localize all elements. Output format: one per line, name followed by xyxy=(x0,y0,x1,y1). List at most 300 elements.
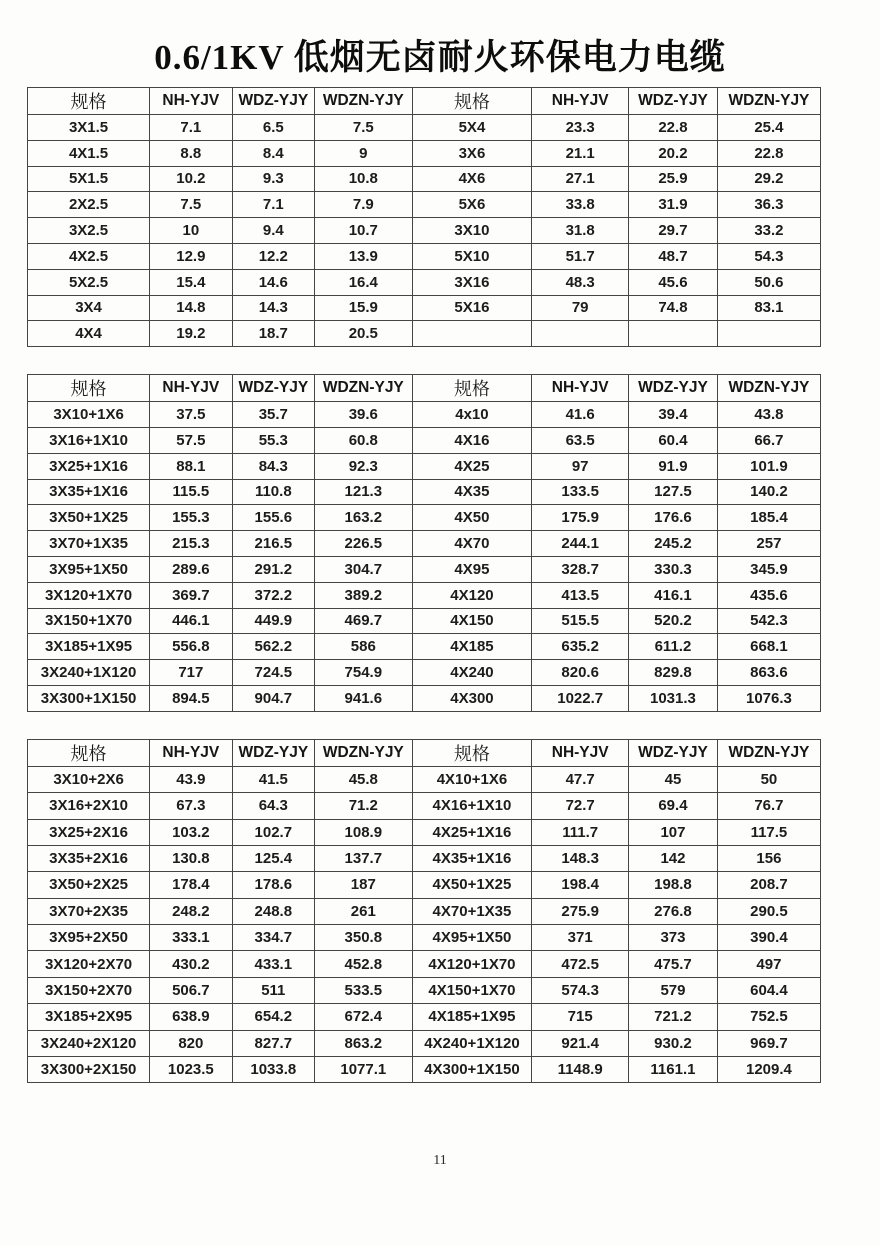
value-cell: 752.5 xyxy=(717,1004,820,1030)
value-cell: 23.3 xyxy=(532,115,629,141)
spec-cell: 3X300+2X150 xyxy=(28,1057,150,1083)
value-cell: 33.8 xyxy=(532,192,629,218)
value-cell: 133.5 xyxy=(532,479,629,505)
spec-cell: 4X95 xyxy=(412,556,532,582)
value-cell: 10.7 xyxy=(315,218,413,244)
table-row xyxy=(28,819,821,845)
value-cell: 511 xyxy=(232,977,314,1003)
value-cell: 163.2 xyxy=(315,505,413,531)
value-cell: 8.4 xyxy=(232,140,314,166)
value-cell: 390.4 xyxy=(717,925,820,951)
value-cell: 350.8 xyxy=(315,925,413,951)
value-cell: 41.6 xyxy=(532,402,629,428)
value-cell: 654.2 xyxy=(232,1004,314,1030)
value-cell: 108.9 xyxy=(315,819,413,845)
value-cell: 1023.5 xyxy=(150,1057,232,1083)
value-cell: 31.9 xyxy=(629,192,718,218)
value-cell: 715 xyxy=(532,1004,629,1030)
spec-column-header: 规格 xyxy=(412,88,532,115)
spec-cell: 5X10 xyxy=(412,243,532,269)
value-cell: 611.2 xyxy=(629,634,718,660)
value-cell: 724.5 xyxy=(232,660,314,686)
value-cell: 50 xyxy=(717,766,820,792)
model-column-header: NH-YJV xyxy=(532,375,629,402)
value-cell: 148.3 xyxy=(532,845,629,871)
table-row xyxy=(28,1004,821,1030)
value-cell: 291.2 xyxy=(232,556,314,582)
table-row xyxy=(28,321,821,347)
value-cell: 435.6 xyxy=(717,582,820,608)
value-cell: 97 xyxy=(532,453,629,479)
value-cell: 1031.3 xyxy=(629,685,718,711)
model-column-header: NH-YJV xyxy=(150,739,232,766)
value-cell: 67.3 xyxy=(150,793,232,819)
table-row xyxy=(28,531,821,557)
spec-cell: 5X2.5 xyxy=(28,269,150,295)
value-cell: 29.7 xyxy=(629,218,718,244)
value-cell: 25.9 xyxy=(629,166,718,192)
value-cell: 45.6 xyxy=(629,269,718,295)
value-cell: 31.8 xyxy=(532,218,629,244)
cable-spec-table-3 xyxy=(27,739,821,1084)
value-cell: 416.1 xyxy=(629,582,718,608)
value-cell: 63.5 xyxy=(532,427,629,453)
value-cell: 208.7 xyxy=(717,872,820,898)
value-cell: 125.4 xyxy=(232,845,314,871)
value-cell: 142 xyxy=(629,845,718,871)
value-cell: 155.6 xyxy=(232,505,314,531)
value-cell: 43.9 xyxy=(150,766,232,792)
value-cell: 863.6 xyxy=(717,660,820,686)
spec-cell: 3X120+1X70 xyxy=(28,582,150,608)
value-cell: 542.3 xyxy=(717,608,820,634)
value-cell: 127.5 xyxy=(629,479,718,505)
spec-cell: 3X70+1X35 xyxy=(28,531,150,557)
spec-cell: 3X185+2X95 xyxy=(28,1004,150,1030)
value-cell: 574.3 xyxy=(532,977,629,1003)
value-cell: 21.1 xyxy=(532,140,629,166)
value-cell: 215.3 xyxy=(150,531,232,557)
value-cell: 1148.9 xyxy=(532,1057,629,1083)
spec-cell: 3X95+2X50 xyxy=(28,925,150,951)
spec-column-header: 规格 xyxy=(412,739,532,766)
value-cell: 469.7 xyxy=(315,608,413,634)
spec-cell: 4X300 xyxy=(412,685,532,711)
spec-cell: 5X4 xyxy=(412,115,532,141)
spec-cell: 3X16+1X10 xyxy=(28,427,150,453)
table-row xyxy=(28,898,821,924)
table-row xyxy=(28,243,821,269)
value-cell: 6.5 xyxy=(232,115,314,141)
value-cell: 14.6 xyxy=(232,269,314,295)
value-cell: 137.7 xyxy=(315,845,413,871)
value-cell: 275.9 xyxy=(532,898,629,924)
value-cell: 178.4 xyxy=(150,872,232,898)
value-cell: 155.3 xyxy=(150,505,232,531)
table-row xyxy=(28,505,821,531)
value-cell: 9.4 xyxy=(232,218,314,244)
spec-cell: 3X10 xyxy=(412,218,532,244)
value-cell: 7.1 xyxy=(150,115,232,141)
value-cell: 533.5 xyxy=(315,977,413,1003)
value-cell: 36.3 xyxy=(717,192,820,218)
value-cell: 88.1 xyxy=(150,453,232,479)
value-cell: 635.2 xyxy=(532,634,629,660)
spec-cell: 4x10 xyxy=(412,402,532,428)
value-cell: 178.6 xyxy=(232,872,314,898)
spec-cell xyxy=(412,321,532,347)
cable-spec-table-1 xyxy=(27,87,821,347)
value-cell: 369.7 xyxy=(150,582,232,608)
value-cell: 556.8 xyxy=(150,634,232,660)
value-cell: 27.1 xyxy=(532,166,629,192)
value-cell: 472.5 xyxy=(532,951,629,977)
value-cell: 84.3 xyxy=(232,453,314,479)
model-column-header: WDZ-YJY xyxy=(629,88,718,115)
spec-cell: 4X185+1X95 xyxy=(412,1004,532,1030)
spec-cell: 4X300+1X150 xyxy=(412,1057,532,1083)
table-row xyxy=(28,1030,821,1056)
value-cell: 1209.4 xyxy=(717,1057,820,1083)
value-cell: 198.8 xyxy=(629,872,718,898)
model-column-header: NH-YJV xyxy=(532,88,629,115)
spec-cell: 3X10+1X6 xyxy=(28,402,150,428)
spec-cell: 4X35 xyxy=(412,479,532,505)
spec-cell: 4X240 xyxy=(412,660,532,686)
header-row xyxy=(28,375,821,402)
value-cell: 15.4 xyxy=(150,269,232,295)
table-row xyxy=(28,977,821,1003)
value-cell: 330.3 xyxy=(629,556,718,582)
value-cell: 60.4 xyxy=(629,427,718,453)
spec-cell: 4X1.5 xyxy=(28,140,150,166)
value-cell: 187 xyxy=(315,872,413,898)
value-cell: 45 xyxy=(629,766,718,792)
value-cell: 111.7 xyxy=(532,819,629,845)
table-row xyxy=(28,453,821,479)
spec-cell: 4X150 xyxy=(412,608,532,634)
value-cell: 12.9 xyxy=(150,243,232,269)
table-row xyxy=(28,1057,821,1083)
spec-cell: 3X16+2X10 xyxy=(28,793,150,819)
value-cell: 921.4 xyxy=(532,1030,629,1056)
value-cell: 586 xyxy=(315,634,413,660)
value-cell xyxy=(717,321,820,347)
value-cell: 14.8 xyxy=(150,295,232,321)
value-cell: 10 xyxy=(150,218,232,244)
spec-cell: 3X25+1X16 xyxy=(28,453,150,479)
value-cell: 289.6 xyxy=(150,556,232,582)
value-cell: 91.9 xyxy=(629,453,718,479)
table-row xyxy=(28,951,821,977)
table-row xyxy=(28,192,821,218)
value-cell: 245.2 xyxy=(629,531,718,557)
value-cell: 1076.3 xyxy=(717,685,820,711)
value-cell: 7.9 xyxy=(315,192,413,218)
value-cell: 373 xyxy=(629,925,718,951)
spec-cell: 5X6 xyxy=(412,192,532,218)
table-row xyxy=(28,634,821,660)
spec-cell: 4X2.5 xyxy=(28,243,150,269)
table-row xyxy=(28,925,821,951)
model-column-header: WDZN-YJY xyxy=(315,375,413,402)
spec-column-header: 规格 xyxy=(28,739,150,766)
spec-cell: 4X70+1X35 xyxy=(412,898,532,924)
table-row xyxy=(28,402,821,428)
value-cell: 83.1 xyxy=(717,295,820,321)
model-column-header: WDZ-YJY xyxy=(232,375,314,402)
value-cell: 276.8 xyxy=(629,898,718,924)
value-cell: 51.7 xyxy=(532,243,629,269)
value-cell: 8.8 xyxy=(150,140,232,166)
value-cell: 22.8 xyxy=(717,140,820,166)
value-cell: 579 xyxy=(629,977,718,1003)
model-column-header: WDZ-YJY xyxy=(232,88,314,115)
value-cell: 79 xyxy=(532,295,629,321)
value-cell: 121.3 xyxy=(315,479,413,505)
value-cell: 101.9 xyxy=(717,453,820,479)
value-cell: 328.7 xyxy=(532,556,629,582)
value-cell: 904.7 xyxy=(232,685,314,711)
model-column-header: WDZN-YJY xyxy=(717,739,820,766)
model-column-header: WDZ-YJY xyxy=(629,739,718,766)
value-cell: 72.7 xyxy=(532,793,629,819)
spec-cell: 3X2.5 xyxy=(28,218,150,244)
page-number: 11 xyxy=(433,1153,447,1168)
value-cell: 54.3 xyxy=(717,243,820,269)
value-cell: 35.7 xyxy=(232,402,314,428)
spec-cell: 3X16 xyxy=(412,269,532,295)
value-cell: 515.5 xyxy=(532,608,629,634)
value-cell: 50.6 xyxy=(717,269,820,295)
value-cell: 820 xyxy=(150,1030,232,1056)
value-cell: 827.7 xyxy=(232,1030,314,1056)
value-cell: 333.1 xyxy=(150,925,232,951)
value-cell: 130.8 xyxy=(150,845,232,871)
value-cell: 10.2 xyxy=(150,166,232,192)
spec-cell: 3X240+1X120 xyxy=(28,660,150,686)
value-cell: 717 xyxy=(150,660,232,686)
value-cell: 92.3 xyxy=(315,453,413,479)
spec-cell: 4X4 xyxy=(28,321,150,347)
value-cell: 107 xyxy=(629,819,718,845)
spec-cell: 3X35+2X16 xyxy=(28,845,150,871)
value-cell: 941.6 xyxy=(315,685,413,711)
value-cell: 20.5 xyxy=(315,321,413,347)
value-cell: 7.1 xyxy=(232,192,314,218)
model-column-header: WDZN-YJY xyxy=(717,88,820,115)
value-cell: 176.6 xyxy=(629,505,718,531)
page-title: 0.6/1KV 低烟无卤耐火环保电力电缆 xyxy=(154,38,726,77)
value-cell: 55.3 xyxy=(232,427,314,453)
value-cell: 345.9 xyxy=(717,556,820,582)
value-cell: 185.4 xyxy=(717,505,820,531)
value-cell: 14.3 xyxy=(232,295,314,321)
value-cell: 33.2 xyxy=(717,218,820,244)
value-cell: 25.4 xyxy=(717,115,820,141)
table-row xyxy=(28,556,821,582)
model-column-header: WDZ-YJY xyxy=(629,375,718,402)
value-cell: 969.7 xyxy=(717,1030,820,1056)
spec-cell: 4X185 xyxy=(412,634,532,660)
value-cell: 140.2 xyxy=(717,479,820,505)
spec-cell: 4X25+1X16 xyxy=(412,819,532,845)
header-row xyxy=(28,739,821,766)
table-row xyxy=(28,685,821,711)
value-cell: 497 xyxy=(717,951,820,977)
table-row xyxy=(28,845,821,871)
table-row xyxy=(28,115,821,141)
table-row xyxy=(28,427,821,453)
value-cell: 29.2 xyxy=(717,166,820,192)
value-cell: 1022.7 xyxy=(532,685,629,711)
value-cell xyxy=(629,321,718,347)
value-cell: 110.8 xyxy=(232,479,314,505)
spec-cell: 4X6 xyxy=(412,166,532,192)
spec-cell: 3X35+1X16 xyxy=(28,479,150,505)
value-cell: 820.6 xyxy=(532,660,629,686)
spec-cell: 4X240+1X120 xyxy=(412,1030,532,1056)
value-cell: 754.9 xyxy=(315,660,413,686)
spec-cell: 4X150+1X70 xyxy=(412,977,532,1003)
spec-cell: 3X150+1X70 xyxy=(28,608,150,634)
value-cell: 433.1 xyxy=(232,951,314,977)
value-cell: 226.5 xyxy=(315,531,413,557)
spec-cell: 4X10+1X6 xyxy=(412,766,532,792)
value-cell: 16.4 xyxy=(315,269,413,295)
value-cell: 41.5 xyxy=(232,766,314,792)
spec-cell: 3X120+2X70 xyxy=(28,951,150,977)
spec-cell: 4X50 xyxy=(412,505,532,531)
value-cell: 261 xyxy=(315,898,413,924)
value-cell: 334.7 xyxy=(232,925,314,951)
value-cell: 10.8 xyxy=(315,166,413,192)
value-cell: 37.5 xyxy=(150,402,232,428)
value-cell: 290.5 xyxy=(717,898,820,924)
value-cell: 446.1 xyxy=(150,608,232,634)
spec-cell: 4X35+1X16 xyxy=(412,845,532,871)
table-row xyxy=(28,582,821,608)
value-cell: 48.7 xyxy=(629,243,718,269)
spec-cell: 3X50+2X25 xyxy=(28,872,150,898)
value-cell: 248.8 xyxy=(232,898,314,924)
value-cell: 216.5 xyxy=(232,531,314,557)
spec-cell: 4X120+1X70 xyxy=(412,951,532,977)
header-row xyxy=(28,88,821,115)
value-cell: 71.2 xyxy=(315,793,413,819)
value-cell: 863.2 xyxy=(315,1030,413,1056)
value-cell: 1077.1 xyxy=(315,1057,413,1083)
value-cell: 562.2 xyxy=(232,634,314,660)
table-row xyxy=(28,793,821,819)
spec-cell: 5X1.5 xyxy=(28,166,150,192)
value-cell: 19.2 xyxy=(150,321,232,347)
spec-cell: 3X1.5 xyxy=(28,115,150,141)
value-cell: 156 xyxy=(717,845,820,871)
value-cell: 721.2 xyxy=(629,1004,718,1030)
table-row xyxy=(28,166,821,192)
value-cell: 43.8 xyxy=(717,402,820,428)
value-cell: 57.5 xyxy=(150,427,232,453)
value-cell: 829.8 xyxy=(629,660,718,686)
model-column-header: WDZN-YJY xyxy=(315,739,413,766)
value-cell: 638.9 xyxy=(150,1004,232,1030)
value-cell: 47.7 xyxy=(532,766,629,792)
value-cell: 372.2 xyxy=(232,582,314,608)
value-cell: 66.7 xyxy=(717,427,820,453)
spec-cell: 3X185+1X95 xyxy=(28,634,150,660)
spec-cell: 4X25 xyxy=(412,453,532,479)
value-cell: 672.4 xyxy=(315,1004,413,1030)
spec-cell: 3X4 xyxy=(28,295,150,321)
value-cell: 430.2 xyxy=(150,951,232,977)
spec-column-header: 规格 xyxy=(28,375,150,402)
value-cell: 64.3 xyxy=(232,793,314,819)
value-cell: 175.9 xyxy=(532,505,629,531)
value-cell: 244.1 xyxy=(532,531,629,557)
value-cell: 45.8 xyxy=(315,766,413,792)
value-cell: 12.2 xyxy=(232,243,314,269)
spec-cell: 4X50+1X25 xyxy=(412,872,532,898)
value-cell: 15.9 xyxy=(315,295,413,321)
value-cell: 22.8 xyxy=(629,115,718,141)
spec-cell: 3X6 xyxy=(412,140,532,166)
value-cell: 604.4 xyxy=(717,977,820,1003)
value-cell: 74.8 xyxy=(629,295,718,321)
value-cell: 69.4 xyxy=(629,793,718,819)
value-cell: 1161.1 xyxy=(629,1057,718,1083)
spec-column-header: 规格 xyxy=(28,88,150,115)
value-cell: 506.7 xyxy=(150,977,232,1003)
value-cell: 248.2 xyxy=(150,898,232,924)
value-cell: 198.4 xyxy=(532,872,629,898)
spec-cell: 3X150+2X70 xyxy=(28,977,150,1003)
value-cell: 257 xyxy=(717,531,820,557)
spec-cell: 4X95+1X50 xyxy=(412,925,532,951)
spec-cell: 4X16 xyxy=(412,427,532,453)
model-column-header: WDZN-YJY xyxy=(717,375,820,402)
table-row xyxy=(28,766,821,792)
value-cell: 520.2 xyxy=(629,608,718,634)
value-cell: 449.9 xyxy=(232,608,314,634)
spec-cell: 4X70 xyxy=(412,531,532,557)
value-cell: 7.5 xyxy=(315,115,413,141)
table-row xyxy=(28,660,821,686)
table-row xyxy=(28,140,821,166)
model-column-header: WDZN-YJY xyxy=(315,88,413,115)
spec-cell: 3X50+1X25 xyxy=(28,505,150,531)
value-cell: 7.5 xyxy=(150,192,232,218)
value-cell: 117.5 xyxy=(717,819,820,845)
spec-column-header: 规格 xyxy=(412,375,532,402)
model-column-header: NH-YJV xyxy=(150,375,232,402)
value-cell: 39.4 xyxy=(629,402,718,428)
table-row xyxy=(28,295,821,321)
value-cell: 18.7 xyxy=(232,321,314,347)
value-cell: 103.2 xyxy=(150,819,232,845)
table-row xyxy=(28,218,821,244)
spec-cell: 3X70+2X35 xyxy=(28,898,150,924)
spec-cell: 3X10+2X6 xyxy=(28,766,150,792)
value-cell: 76.7 xyxy=(717,793,820,819)
spec-cell: 3X25+2X16 xyxy=(28,819,150,845)
model-column-header: WDZ-YJY xyxy=(232,739,314,766)
value-cell: 20.2 xyxy=(629,140,718,166)
value-cell: 115.5 xyxy=(150,479,232,505)
spec-cell: 4X16+1X10 xyxy=(412,793,532,819)
cable-spec-table-2 xyxy=(27,374,821,712)
spec-cell: 4X120 xyxy=(412,582,532,608)
